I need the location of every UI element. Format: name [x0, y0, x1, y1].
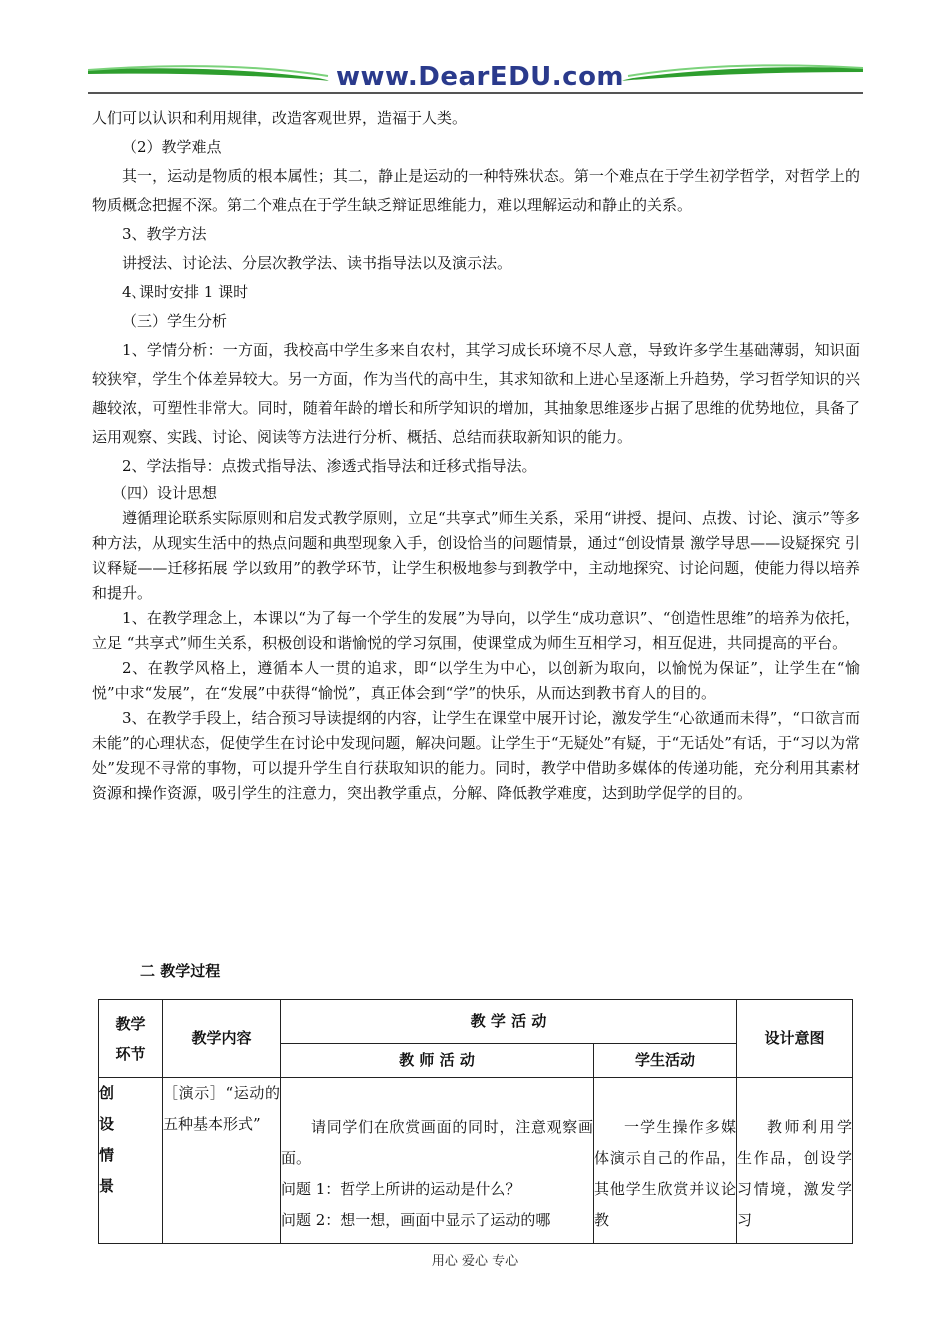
- heading-schedule: 4､课时安排 1 课时: [122, 283, 249, 301]
- paragraph: 2、学法指导：点拨式指导法、渗透式指导法和迁移式指导法。: [122, 457, 537, 475]
- heading-design-thinking: （四）设计思想: [112, 484, 218, 502]
- teacher-line: 问题 2：想一想，画面中显示了运动的哪: [281, 1211, 551, 1229]
- paragraph: 1、在教学理念上，本课以“为了每一个学生的发展”为导向，以学生“成功意识”、“创造性思维”的培养为依托，立足 “共享式”师生关系，积极创设和谐愉悦的学习氛围，使课堂成为师生互相学习，相互促进，共同提高的平台。: [92, 609, 860, 652]
- teacher-line: 问题 1：哲学上所讲的运动是什么？: [281, 1180, 521, 1198]
- teacher-line: 请同学们在欣赏画面的同时，注意观察画面。: [281, 1118, 593, 1167]
- paragraph: 人们可以认识和利用规律，改造客观世界，造福于人类。: [92, 109, 468, 127]
- stage-char: 设: [99, 1115, 115, 1133]
- heading-methods: 3、教学方法: [122, 225, 207, 243]
- section-title: 二 教学过程: [140, 962, 221, 980]
- site-logo[interactable]: www.DearEDU.com: [335, 62, 625, 92]
- paragraph: 3、在教学手段上，结合预习导读提纲的内容，让学生在课堂中展开讨论，激发学生“心欲通而未得”，“口欲言而未能”的心理状态，促使学生在讨论中发现问题，解决问题。让学生于“无疑处”有疑，于“无话处”有话，于“习以为常处”发现不寻常的事物，可以提升学生自行获取知识的能力。同时，教学中借助多媒体的传递功能，充分利用其素材资源和操作资源，吸引学生的注意力，突出教学重点，分解、降低教学难度，达到助学促学的目的。: [92, 709, 860, 802]
- teacher-cell: [281, 1078, 594, 1244]
- paragraph: 1、学情分析：一方面，我校高中学生多来自农村，其学习成长环境不尽人意，导致许多学生基础薄弱，知识面较狭窄，学生个体差异较大。另一方面，作为当代的高中生，其求知欲和上进心呈逐渐上升趋势，学习哲学知识的兴趣较浓，可塑性非常大。同时，随着年龄的增长和所学知识的增加，其抽象思维逐步占据了思维的优势地位，具备了运用观察、实践、讨论、阅读等方法进行分析、概括、总结而获取新知识的能力。: [92, 341, 860, 446]
- heading-student-analysis: （三）学生分析: [122, 312, 228, 330]
- paragraph: 遵循理论联系实际原则和启发式教学原则，立足“共享式”师生关系，采用“讲授、提问、点拨、讨论、演示”等多种方法，从现实生活中的热点问题和典型现象入手，创设恰当的问题情景，通过“创设情景 激学导思——设疑探究 引议释疑——迁移拓展 学以致用”的教学环节，让学生积极地参与到教学中，主动地探究、讨论问题，使能力得以培养和提升。: [92, 509, 860, 602]
- header-divider: [88, 92, 863, 94]
- stage-char: 创: [99, 1084, 115, 1102]
- header-content: 教学内容: [163, 1000, 281, 1078]
- stage-cell: [99, 1078, 163, 1244]
- intent-cell: 教师利用学生作品，创设学习情境，激发学习: [737, 1078, 853, 1244]
- footer-slogan: 用心 爱心 专心: [431, 1254, 519, 1269]
- heading-difficulty: （2）教学难点: [122, 138, 222, 156]
- header-activity: 教 学 活 动: [281, 1000, 737, 1044]
- stage-char: 景: [99, 1177, 115, 1195]
- paragraph: 其一，运动是物质的根本属性；其二，静止是运动的一种特殊状态。第一个难点在于学生初学哲学，对哲学上的物质概念把握不深。第二个难点在于学生缺乏辩证思维能力，难以理解运动和静止的关系。: [92, 167, 860, 214]
- content-cell: ［演示］“运动的五种基本形式”: [163, 1078, 281, 1244]
- teaching-process-table: [98, 999, 853, 1244]
- header-stage-line: 环节: [115, 1044, 146, 1063]
- student-cell: 一学生操作多媒体演示自己的作品，其他学生欣赏并议论教: [594, 1078, 737, 1244]
- paragraph: 讲授法、讨论法、分层次教学法、读书指导法以及演示法。: [122, 254, 513, 272]
- stage-char: 情: [99, 1146, 115, 1164]
- header-teacher: 教 师 活 动: [281, 1044, 594, 1078]
- header-intent: 设计意图: [737, 1000, 853, 1078]
- header-stage: [99, 1000, 163, 1078]
- header-student: 学生活动: [594, 1044, 737, 1078]
- header-stage-line: 教学: [115, 1014, 146, 1033]
- paragraph: 2、在教学风格上，遵循本人一贯的追求，即“以学生为中心，以创新为取向，以愉悦为保证”，让学生在“愉悦”中求“发展”，在“发展”中获得“愉悦”，真正体会到“学”的快乐，从而达到教书育人的目的。: [92, 659, 860, 702]
- document-body: [92, 104, 860, 806]
